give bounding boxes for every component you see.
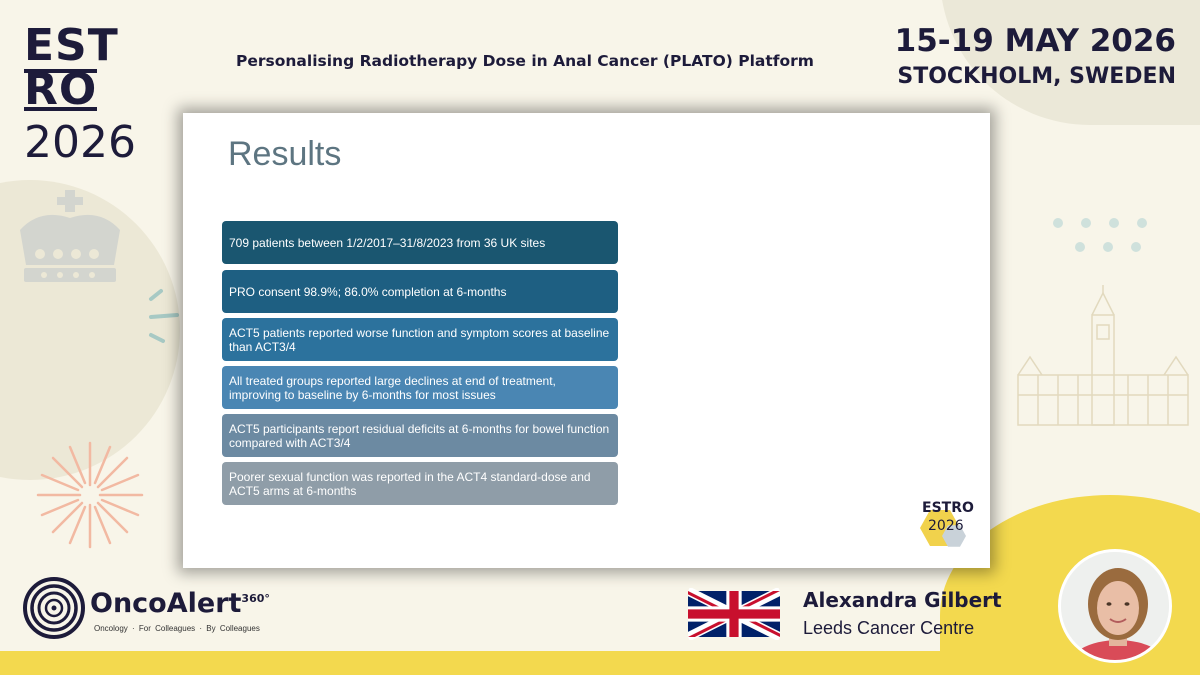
oncoalert-wordmark: OncoAlert [90,588,242,619]
sunburst-icon [30,435,150,555]
oncoalert-tagline: Oncology · For Colleagues · By Colleagues [94,624,260,633]
oncoalert-brand [22,576,270,645]
event-location: STOCKHOLM, SWEDEN [897,64,1176,89]
result-item-4: All treated groups reported large declines at end of treatment, improving to baseline by 6-months for most issues [222,366,618,409]
speaker-name: Alexandra Gilbert [803,588,1002,612]
slide-logo-wordmark: ESTRO [922,500,974,516]
session-title: Personalising Radiotherapy Dose in Anal Cancer (PLATO) Platform [236,52,814,70]
slide-estro-logo [918,494,974,554]
city-hall-icon [1008,285,1198,435]
estro-logo [24,20,184,168]
event-date-location [895,22,1176,94]
oncoalert-name [90,588,270,619]
estro-logo-year: 2026 [24,117,136,168]
crown-icon [10,190,130,290]
result-item-1: 709 patients between 1/2/2017–31/8/2023 from 36 UK sites [222,221,618,264]
event-date: 15-19 MAY 2026 [894,23,1176,59]
oncoalert-360: 360° [241,592,270,605]
slide-title: Results [228,135,342,173]
result-item-3: ACT5 patients reported worse function and symptom scores at baseline than ACT3/4 [222,318,618,361]
speaker-institution: Leeds Cancer Centre [803,618,975,638]
result-item-6: Poorer sexual function was reported in the ACT4 standard-dose and ACT5 arms at 6-months [222,462,618,505]
estro-logo-wordmark: ESTRO [24,20,119,115]
presentation-slide [183,113,990,568]
slide-logo-year: 2026 [928,518,964,534]
result-item-2: PRO consent 98.9%; 86.0% completion at 6-months [222,270,618,313]
uk-flag-icon [688,588,780,640]
background-yellow-band [0,651,1200,675]
decorative-dots-icon [1050,215,1160,255]
result-item-5: ACT5 participants report residual deficits at 6-months for bowel function compared with ACT3/4 [222,414,618,457]
speaker-avatar [1058,549,1172,663]
decorative-dashes-icon [145,285,185,345]
oncoalert-logo-icon [22,576,86,640]
